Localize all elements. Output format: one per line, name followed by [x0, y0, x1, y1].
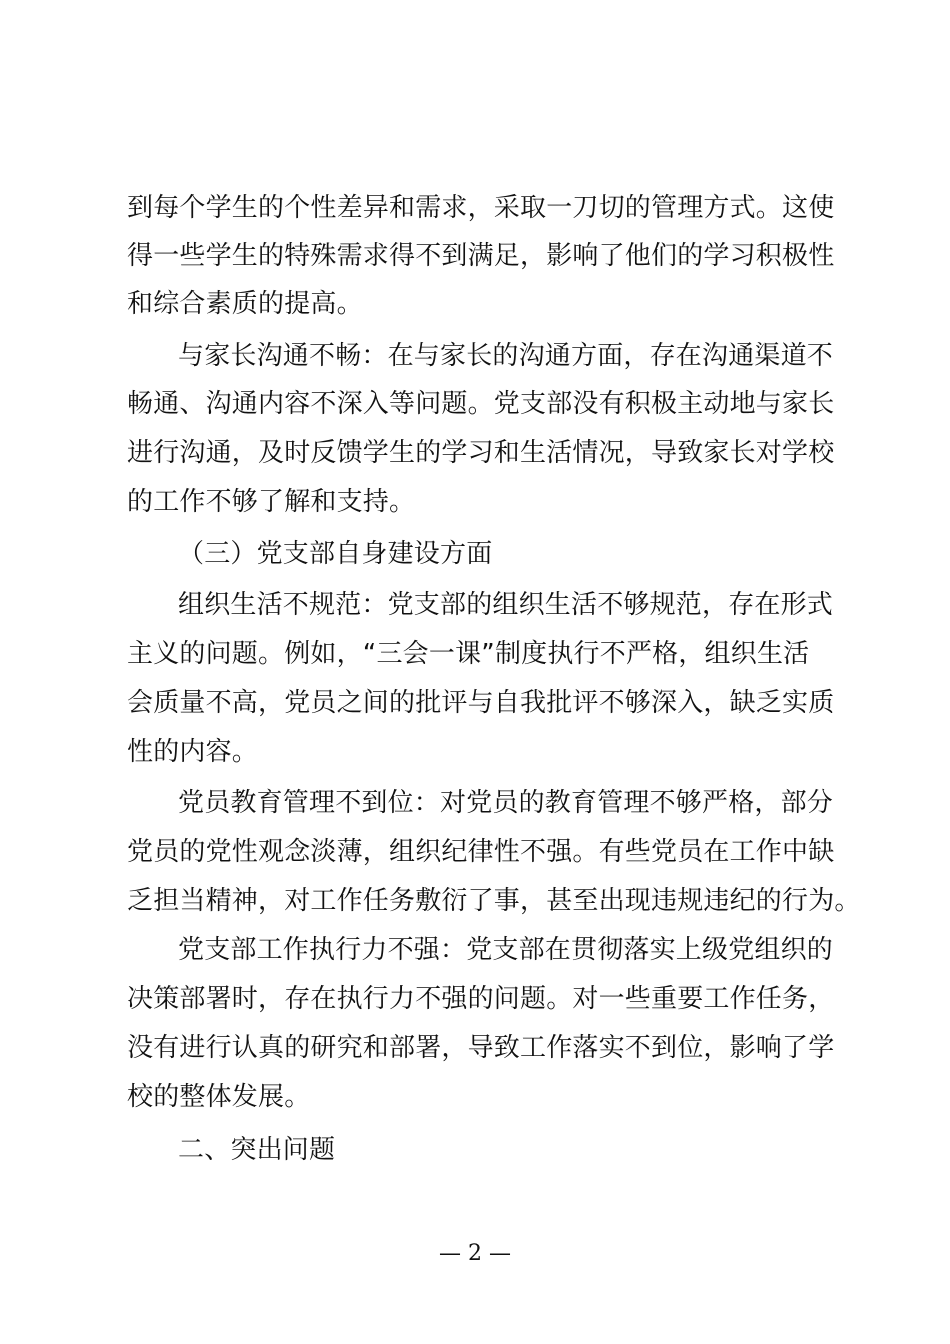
text-line: 的工作不够了解和支持。 — [127, 487, 416, 517]
text-line: 乏担当精神，对工作任务敷衍了事，甚至出现违规违纪的行为。 — [127, 886, 861, 916]
paragraph-first-line: 党员教育管理不到位：对党员的教育管理不够严格，部分 — [178, 788, 834, 818]
text-line: 会质量不高，党员之间的批评与自我批评不够深入，缺乏实质 — [127, 688, 835, 718]
page-number: — 2 — — [439, 1241, 511, 1266]
text-line: 到每个学生的个性差异和需求，采取一刀切的管理方式。这使 — [127, 193, 835, 223]
section-heading: （三）党支部自身建设方面 — [178, 539, 493, 569]
paragraph-first-line: 党支部工作执行力不强：党支部在贯彻落实上级党组织的 — [178, 935, 834, 965]
text-line: 决策部署时，存在执行力不强的问题。对一些重要工作任务， — [127, 984, 835, 1014]
paragraph-first-line: 组织生活不规范：党支部的组织生活不够规范，存在形式 — [178, 590, 834, 620]
paragraph-first-line: 与家长沟通不畅：在与家长的沟通方面，存在沟通渠道不 — [178, 341, 834, 371]
text-line: 校的整体发展。 — [127, 1082, 311, 1112]
text-line: 畅通、沟通内容不深入等问题。党支部没有积极主动地与家长 — [127, 389, 835, 419]
text-line: 党员的党性观念淡薄，组织纪律性不强。有些党员在工作中缺 — [127, 837, 835, 867]
text-line: 性的内容。 — [127, 737, 259, 767]
section-heading: 二、突出问题 — [178, 1135, 336, 1165]
text-line: 主义的问题。例如，“三会一课”制度执行不严格，组织生活 — [127, 639, 810, 669]
text-line: 进行沟通，及时反馈学生的学习和生活情况，导致家长对学校 — [127, 438, 835, 468]
text-line: 和综合素质的提高。 — [127, 289, 363, 319]
text-line: 没有进行认真的研究和部署，导致工作落实不到位，影响了学 — [127, 1033, 835, 1063]
text-line: 得一些学生的特殊需求得不到满足，影响了他们的学习积极性 — [127, 241, 835, 271]
